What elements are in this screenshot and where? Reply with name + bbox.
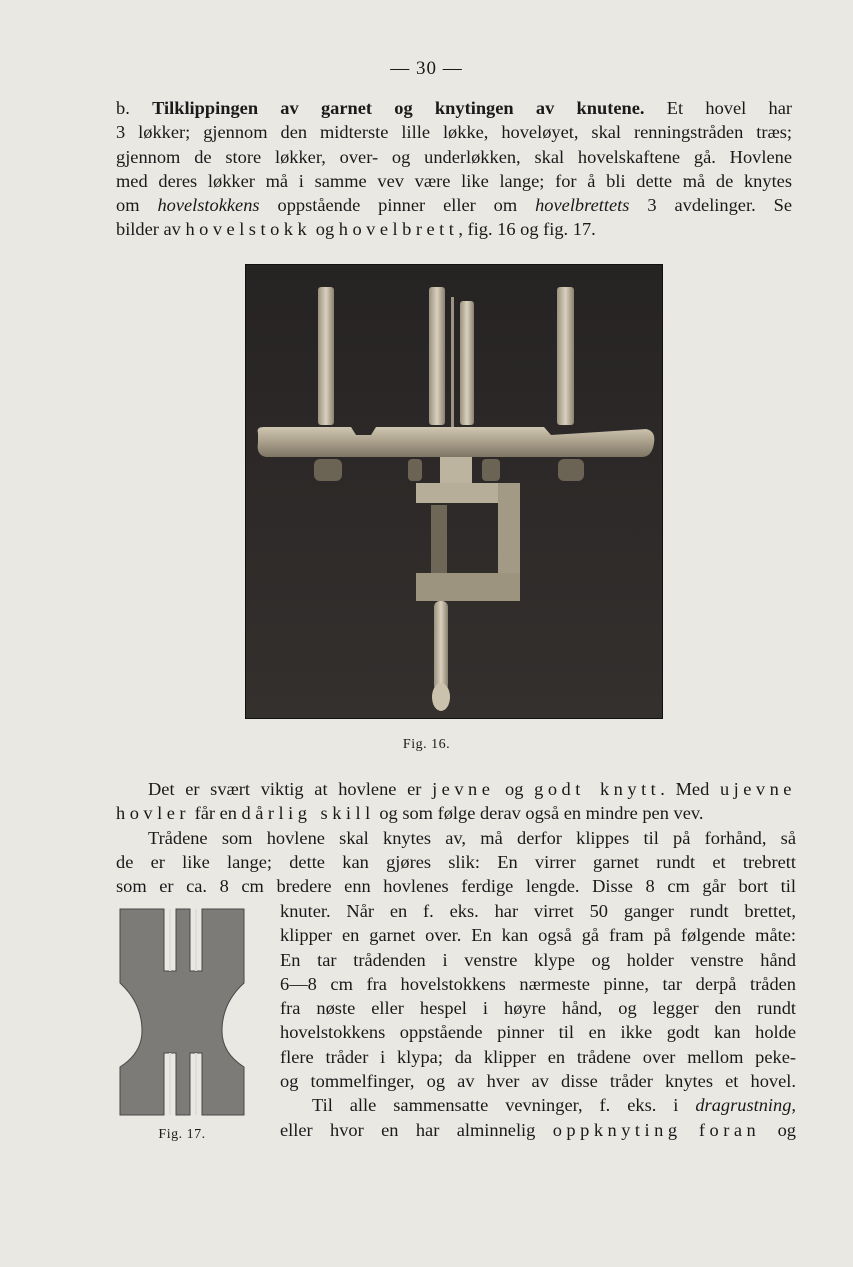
text-line [116, 193, 792, 217]
text-line: 3 løkker; gjennom den midterste lille løkke, hoveløyet, skal renningstråden træs; [116, 122, 792, 143]
italic-term: dragrustning, [695, 1095, 796, 1116]
text-line: En tar trådenden i venstre klype og holder venstre hånd [280, 949, 796, 970]
text-line: som er ca. 8 cm bredere enn hovlenes ferdige lengde. Disse 8 cm går bort til [116, 876, 796, 897]
text-line: gjennom de store løkker, over- og underløkken, skal hovelskaftene gå. Hovlene [116, 146, 792, 167]
text-span: og [494, 779, 535, 799]
text-span: om [116, 195, 158, 216]
spaced-term: dårlig skill [241, 803, 375, 824]
text-line [280, 1118, 796, 1142]
text-span: får en [189, 803, 242, 824]
text-span: Et hovel har [666, 98, 792, 118]
text-span: Til alle sammensatte vevninger, f. eks. i [312, 1095, 696, 1116]
text-line: knuter. Når en f. eks. har virret 50 ganger rundt brettet, [280, 901, 796, 921]
spaced-term: hovler [116, 803, 190, 824]
figure-17-illustration [118, 903, 246, 1117]
text-span: bilder av [116, 219, 186, 240]
text-line [116, 217, 792, 241]
text-line [280, 1093, 796, 1117]
text-span: . Med [660, 779, 720, 799]
text-span: eller hvor en har alminnelig [280, 1119, 553, 1140]
text-line: klipper en garnet over. En kan også gå fram på følgende måte: [280, 925, 796, 946]
text-span: og [760, 1119, 796, 1140]
text-line: og tommelfinger, og av hver av disse tråder knytes et hovel. [280, 1071, 796, 1092]
page-number: — 30 — [390, 58, 463, 79]
text-span: 3 avdelinger. Se [629, 195, 792, 216]
body-paragraph-wrapped [280, 899, 796, 1142]
section-label: b. [116, 98, 130, 118]
text-line: Trådene som hovlene skal knytes av, må derfor klippes til på forhånd, så [148, 827, 796, 848]
text-span [682, 1120, 699, 1140]
text-line [116, 777, 796, 801]
text-line: hovelstokkens oppstående pinner til en ikke godt kan holde [280, 1022, 796, 1043]
spaced-term: hovelbrett [338, 219, 459, 240]
section-b-paragraph [116, 96, 792, 242]
spaced-term: hovelstokk [185, 219, 312, 240]
text-line: med deres løkker må i samme vev være like lange; for å bli dette må de knytes [116, 170, 792, 191]
text-span: , fig. 16 og fig. 17. [458, 219, 596, 240]
spaced-term: oppknyting [552, 1119, 682, 1140]
figure-16-caption: Fig. 16. [402, 737, 451, 752]
spaced-term: ujevne [719, 779, 796, 799]
text-span: og som følge derav også en mindre pen vev. [374, 803, 704, 824]
section-heading: Tilklippingen av garnet og knytingen av knutene. [152, 98, 645, 118]
figure-17-caption: Fig. 17. [158, 1127, 206, 1142]
spaced-term: jevne [432, 779, 495, 799]
text-line [116, 801, 796, 825]
text-line: flere tråder i klypa; da klipper en trådene over mellom peke- [280, 1046, 796, 1067]
text-span: oppstående pinner eller om [259, 195, 536, 216]
text-line: fra nøste eller hespel i høyre hånd, og legger den rundt [280, 998, 796, 1019]
body-paragraph [116, 777, 796, 898]
italic-term: hovelstokkens [157, 195, 260, 216]
figure-16-photo [245, 264, 663, 719]
spaced-term: godt knytt [534, 779, 661, 799]
text-line: 6—8 cm fra hovelstokkens nærmeste pinne, tar derpå tråden [280, 973, 796, 994]
italic-term: hovelbrettets [535, 195, 630, 216]
text-span: og [311, 219, 339, 240]
text-span: Det er svært viktig at hovlene er [148, 779, 433, 799]
spaced-term: foran [698, 1119, 761, 1140]
text-line: de er like lange; dette kan gjøres slik: En virrer garnet rundt et trebrett [116, 851, 796, 872]
